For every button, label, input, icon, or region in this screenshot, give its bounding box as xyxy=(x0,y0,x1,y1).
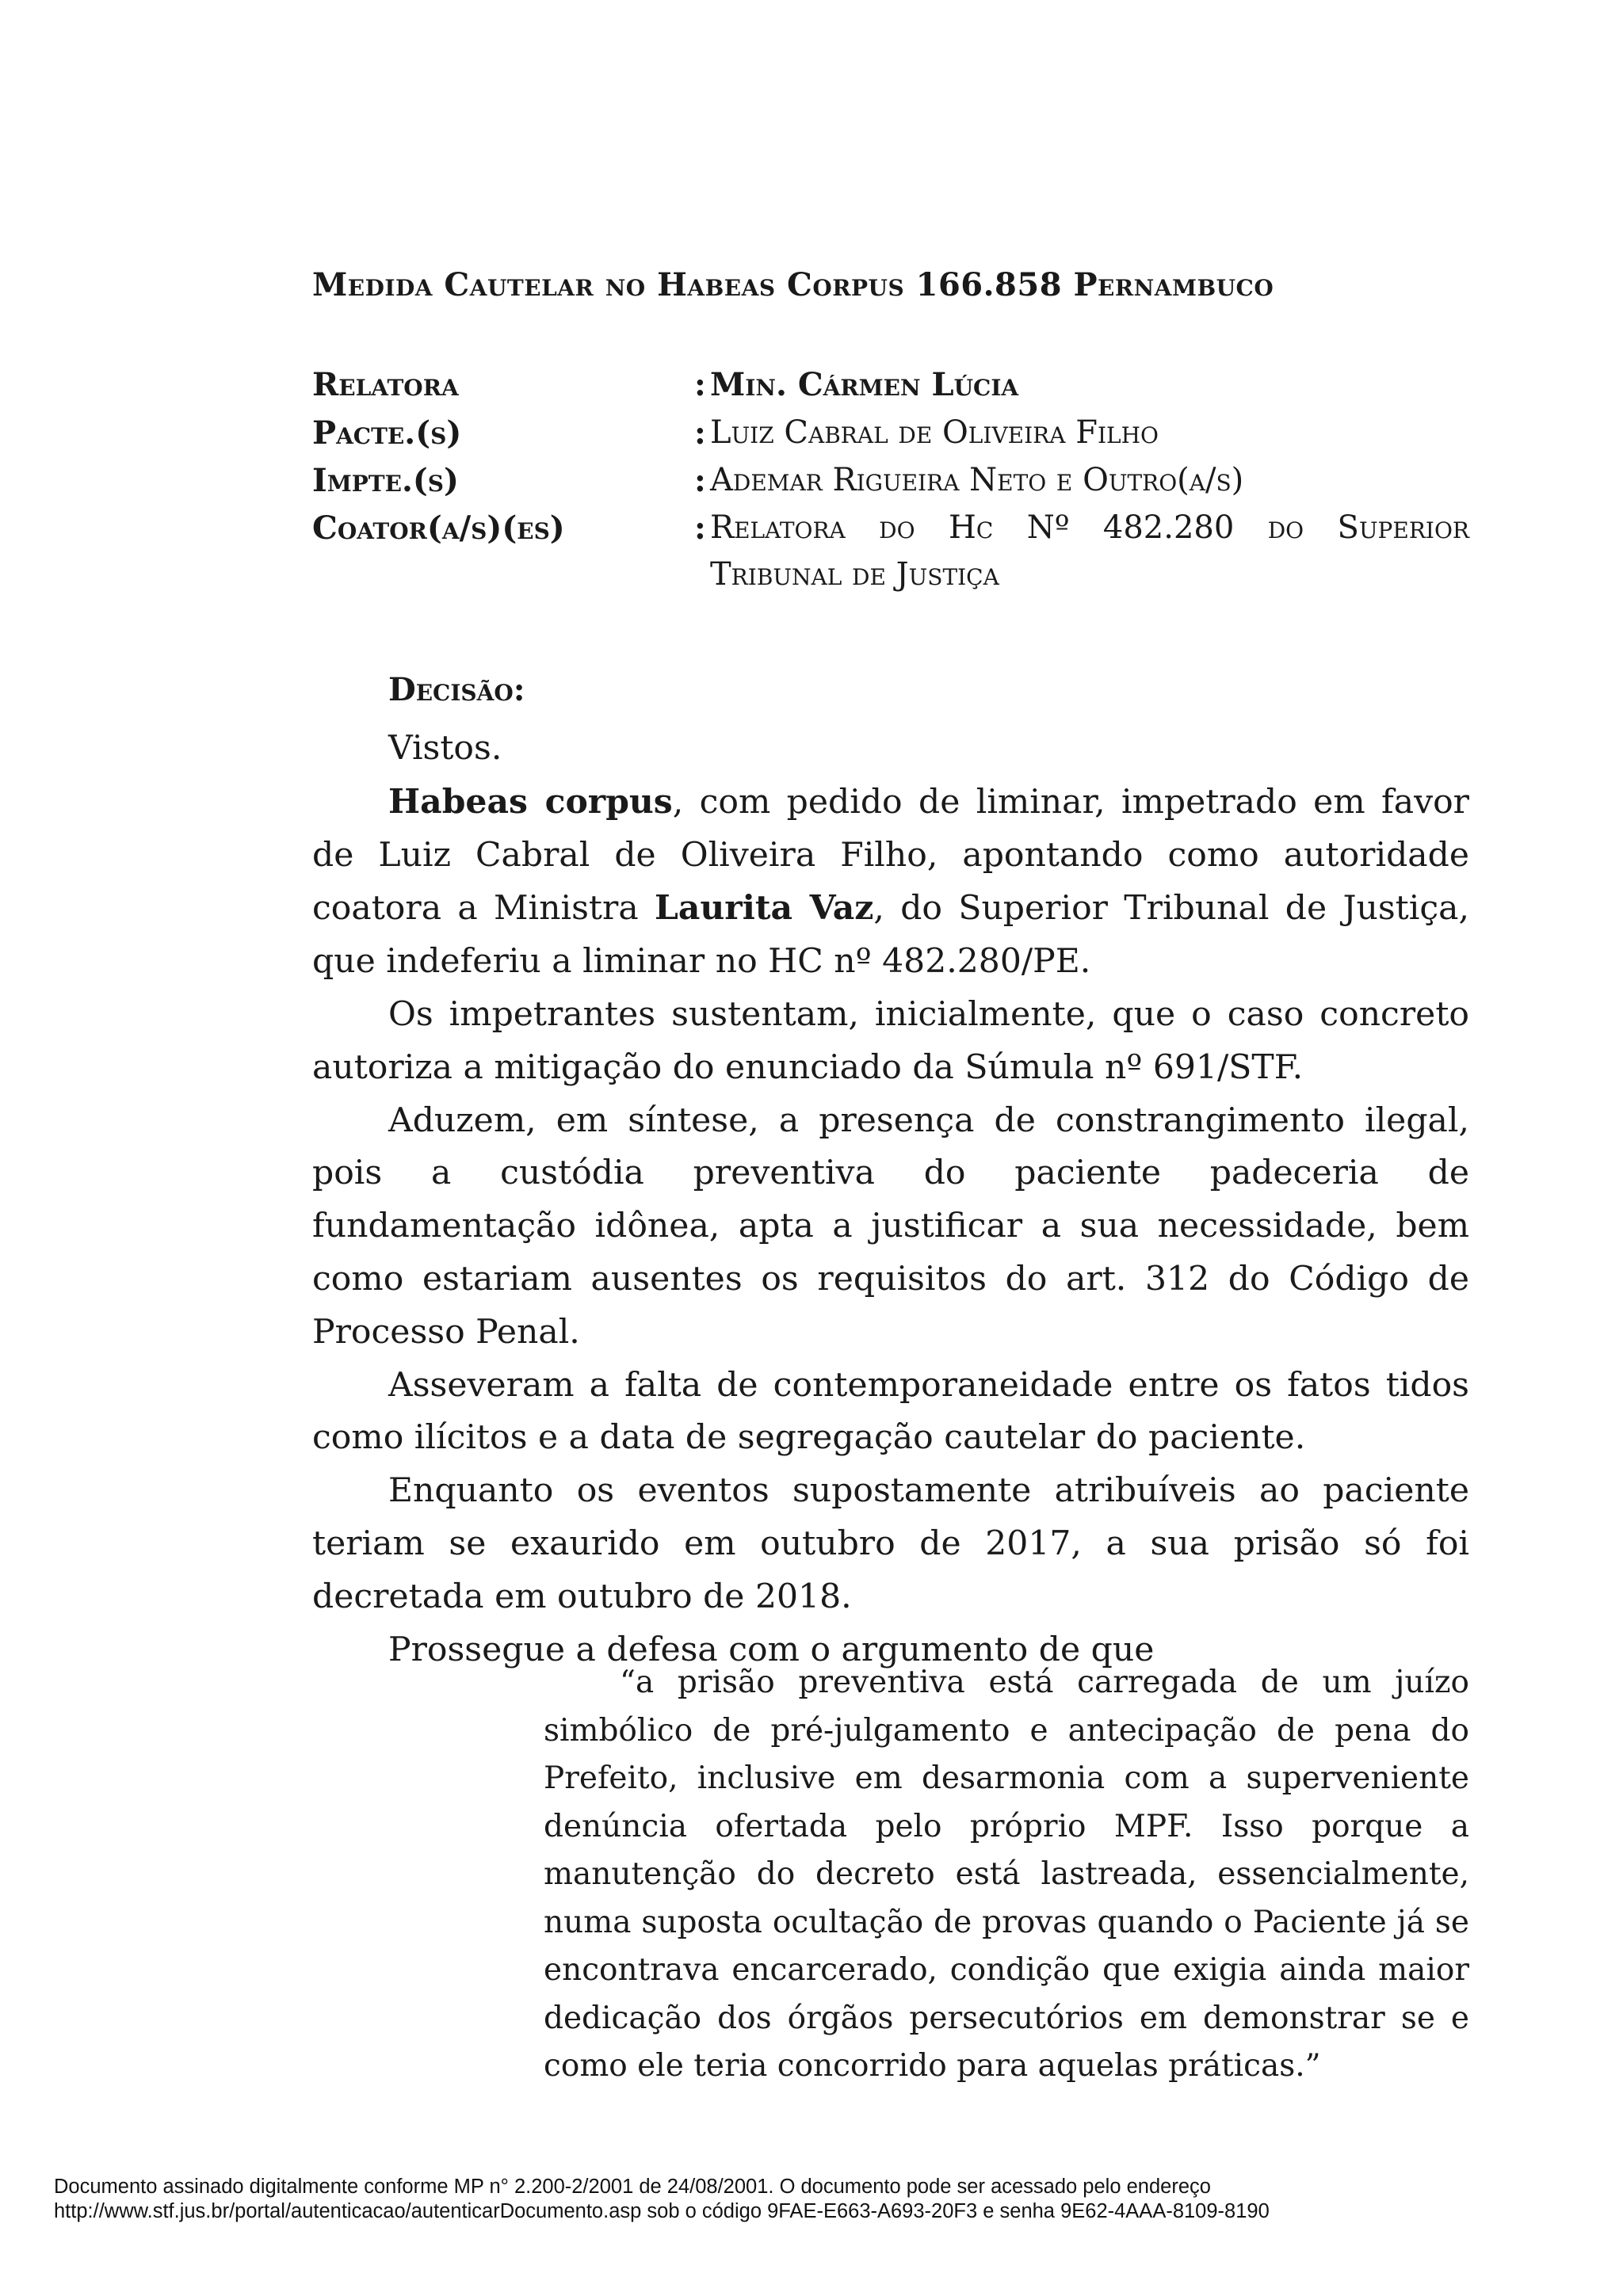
bold-term: Laurita Vaz xyxy=(654,888,874,929)
party-value-continuation: Tribunal de Justiça xyxy=(710,556,999,593)
party-row-coator xyxy=(312,509,1469,557)
bold-term: Habeas corpus xyxy=(388,781,673,822)
party-value: Luiz Cabral de Oliveira Filho xyxy=(710,414,1159,451)
party-colon: : xyxy=(694,366,706,403)
party-colon: : xyxy=(694,509,706,547)
footer-line: Documento assinado digitalmente conforme MP n° 2.200-2/2001 de 24/08/2001. O documento pode ser acessado pelo endereço xyxy=(54,2176,1211,2198)
decision-heading: Decisão: xyxy=(388,671,525,708)
party-row-pacte xyxy=(312,414,1469,462)
block-quote xyxy=(544,1659,1469,2091)
party-value: Ademar Rigueira Neto e Outro(a/s) xyxy=(710,462,1244,498)
paragraph-prossegue: Prossegue a defesa com o argumento de que xyxy=(388,1630,1155,1669)
party-row-impte xyxy=(312,462,1469,509)
party-label: Relatora xyxy=(312,366,459,403)
party-value: Min. Cármen Lúcia xyxy=(710,366,1019,403)
signature-footer xyxy=(54,2175,1607,2224)
paragraph-enquanto: Enquanto os eventos supostamente atribuíveis ao paciente teriam se exaurido em outubro de 2017, a sua prisão só foi decretada em outubro de 2018. xyxy=(312,1471,1469,1616)
party-label: Impte.(s) xyxy=(312,462,459,499)
paragraph-impetrantes: Os impetrantes sustentam, inicialmente, que o caso concreto autoriza a mitigação do enunciado da Súmula nº 691/STF. xyxy=(312,994,1469,1087)
party-label: Coator(a/s)(es) xyxy=(312,509,565,547)
paragraph-vistos: Vistos. xyxy=(388,729,502,768)
party-label: Pacte.(s) xyxy=(312,414,462,452)
quote-text: “a prisão preventiva está carregada de um juízo simbólico de pré-julgamento e antecipação de pena do Prefeito, inclusive em desarmonia com a superveniente denúncia ofertada pelo próprio MPF. Isso porque a manutenção do decreto está lastreada, essencialmente, numa suposta ocultação de provas quando o Paciente já se encontrava encarcerado, condição que exigia ainda maior dedicação dos órgãos persecutórios em demonstrar se e como ele teria concorrido para aquelas práticas.” xyxy=(544,1665,1469,2084)
footer-line: http://www.stf.jus.br/portal/autenticacao/autenticarDocumento.asp sob o código 9FAE-E663-A693-20F3 e senha 9E62-4AAA-8109-8190 xyxy=(54,2200,1270,2222)
party-row-relatora xyxy=(312,366,1469,414)
paragraph-asseveram: Asseveram a falta de contemporaneidade entre os fatos tidos como ilícitos e a data de segregação cautelar do paciente. xyxy=(312,1365,1469,1458)
paragraph-text: , com pedido de liminar, impetrado em favor de Luiz Cabral de Oliveira Filho, apontando como autoridade coatora a Ministra xyxy=(312,782,1469,929)
paragraph-text: , do Superior Tribunal de Justiça, que indeferiu a liminar no HC nº 482.280/PE. xyxy=(312,889,1469,982)
paragraph-habeas-corpus xyxy=(312,776,1469,989)
party-colon: : xyxy=(694,414,706,452)
party-colon: : xyxy=(694,462,706,499)
paragraph-aduzem: Aduzem, em síntese, a presença de constrangimento ilegal, pois a custódia preventiva do paciente padeceria de fundamentação idônea, apta a justificar a sua necessidade, bem como estariam ausentes os requisitos do art. 312 do Código de Processo Penal. xyxy=(312,1100,1469,1352)
decision-body xyxy=(312,723,1469,1676)
case-title: Medida Cautelar no Habeas Corpus 166.858 Pernambuco xyxy=(312,266,1274,303)
party-value: Relatora do Hc Nº 482.280 do Superior xyxy=(710,509,1469,546)
